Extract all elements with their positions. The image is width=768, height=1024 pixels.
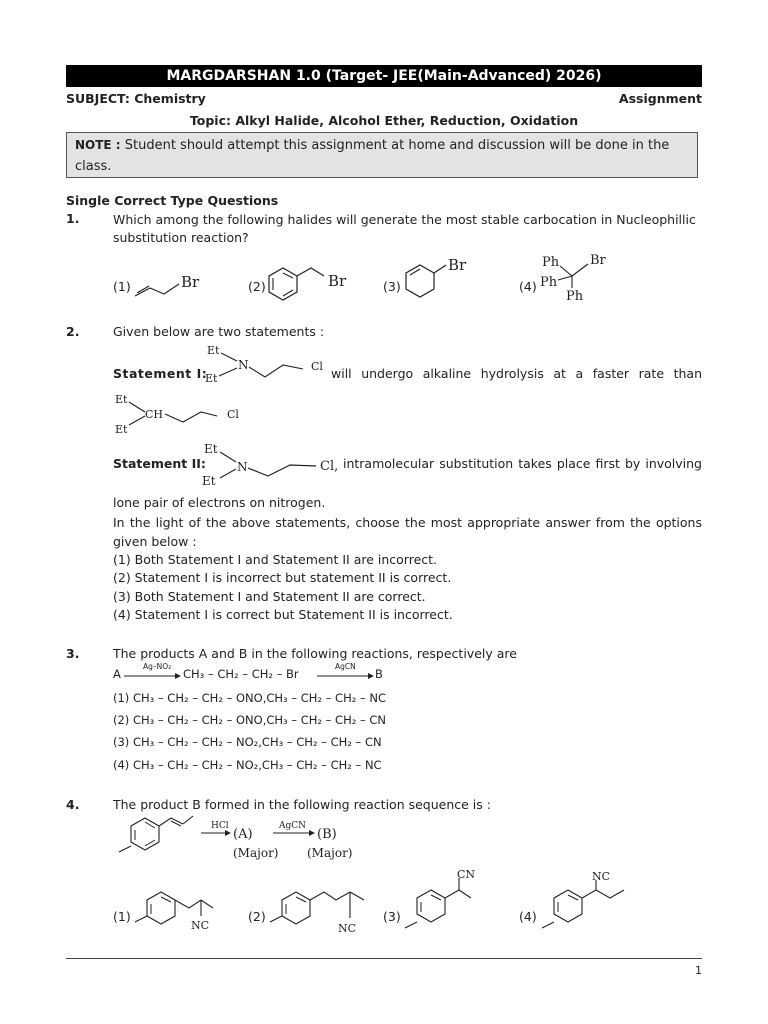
q2-option-3: (3) Both Statement I and Statement II are correct. bbox=[113, 589, 426, 604]
q3-intermediate: CH₃ – CH₂ – CH₂ – Br bbox=[183, 667, 299, 681]
q2-option-4: (4) Statement I is correct but Statement II is incorrect. bbox=[113, 607, 453, 622]
q3-reactant-a: A bbox=[113, 667, 121, 681]
q2-statement-1-structure bbox=[203, 343, 331, 387]
q2-s1-et-bottom: Et bbox=[205, 372, 218, 385]
q2-statement-1-label: Statement I: bbox=[113, 366, 208, 381]
page-number: 1 bbox=[695, 964, 702, 977]
q4-product-b: (B) bbox=[317, 827, 337, 842]
q2-s1-et-top: Et bbox=[207, 344, 220, 357]
note-box bbox=[66, 132, 698, 178]
q2-statement-2-text: intramolecular substitution takes place first by involving bbox=[343, 456, 702, 471]
assignment-label: Assignment bbox=[618, 91, 702, 106]
q4-reagent-2: AgCN bbox=[279, 821, 307, 831]
q4-reaction-scheme bbox=[113, 812, 363, 864]
q4-major-a: (Major) bbox=[233, 846, 279, 860]
q4-option-2-label: (2) bbox=[248, 909, 266, 924]
q4-option-4-structure bbox=[538, 868, 638, 934]
q1-option-3-br: Br bbox=[448, 256, 467, 274]
q4-option-3-label: (3) bbox=[383, 909, 401, 924]
q2-s2-n: N bbox=[237, 460, 248, 474]
q1-option-3-structure bbox=[402, 255, 482, 301]
note-text: Student should attempt this assignment at home and discussion will be done in the class. bbox=[75, 138, 670, 174]
q1-text: Which among the following halides will generate the most stable carbocation in Nucleophillic substitution reaction? bbox=[113, 212, 696, 245]
q2-statement-1-text: will undergo alkaline hydrolysis at a faster rate than bbox=[331, 366, 702, 381]
q2-choose: In the light of the above statements, choose the most appropriate answer from the options given below : bbox=[113, 515, 702, 549]
q4-major-b: (Major) bbox=[307, 846, 353, 860]
q2-s1-cl: Cl bbox=[311, 360, 323, 373]
q2-statement-2-label: Statement II: bbox=[113, 456, 206, 471]
q1-option-1-label: (1) bbox=[113, 279, 131, 294]
q2-cmp-ch: CH bbox=[145, 408, 164, 421]
q1-option-3-label: (3) bbox=[383, 279, 401, 294]
q2-cmp-et-bottom: Et bbox=[115, 423, 128, 436]
q3-reagent-2: AgCN bbox=[335, 662, 356, 671]
q1-ph-left: Ph bbox=[540, 275, 558, 290]
q2-option-2: (2) Statement I is incorrect but statement II is correct. bbox=[113, 570, 452, 585]
q1-option-1-structure bbox=[133, 268, 223, 302]
q2-continuation: lone pair of electrons on nitrogen. bbox=[113, 495, 326, 510]
q1-option-1-br: Br bbox=[181, 273, 200, 291]
q4-reagent-1: HCl bbox=[211, 821, 229, 831]
q1-option-4-structure bbox=[538, 250, 618, 302]
q1-option-2-label: (2) bbox=[248, 279, 266, 294]
footer-divider bbox=[66, 958, 702, 959]
q1-ph-top: Ph bbox=[542, 255, 560, 270]
q4-number: 4. bbox=[66, 797, 80, 812]
q1-number: 1. bbox=[66, 211, 80, 226]
q3-reagent-1: Ag–NO₂ bbox=[143, 662, 172, 671]
section-title: Single Correct Type Questions bbox=[66, 193, 279, 208]
q2-intro: Given below are two statements : bbox=[113, 324, 325, 339]
q3-option-3: (3) CH₃ – CH₂ – CH₂ – NO₂,CH₃ – CH₂ – CH₂ – CN bbox=[113, 735, 382, 749]
q2-s2-et-top: Et bbox=[204, 442, 218, 456]
q4-opt3-cn: CN bbox=[457, 868, 476, 881]
q4-option-4-label: (4) bbox=[519, 909, 537, 924]
q3-arrow-1 bbox=[123, 672, 183, 680]
q2-s2-et-bottom: Et bbox=[202, 474, 216, 488]
q4-option-2-structure bbox=[266, 888, 376, 940]
q3-reaction bbox=[113, 662, 533, 686]
q4-option-3-structure bbox=[401, 866, 481, 934]
q1-ph-bottom: Ph bbox=[566, 289, 584, 302]
q4-option-1-label: (1) bbox=[113, 909, 131, 924]
q3-number: 3. bbox=[66, 646, 80, 661]
q2-cmp-et-top: Et bbox=[115, 393, 128, 406]
q1-option-2-br: Br bbox=[328, 272, 347, 290]
q3-option-4: (4) CH₃ – CH₂ – CH₂ – NO₂,CH₃ – CH₂ – CH₂ – NC bbox=[113, 758, 382, 772]
topic-title: Topic: Alkyl Halide, Alcohol Ether, Reduction, Oxidation bbox=[189, 113, 579, 128]
q3-option-1: (1) CH₃ – CH₂ – CH₂ – ONO,CH₃ – CH₂ – CH₂ – NC bbox=[113, 691, 387, 705]
q4-product-a: (A) bbox=[233, 827, 253, 842]
subject-label: SUBJECT: Chemistry bbox=[66, 91, 206, 106]
q3-option-2: (2) CH₃ – CH₂ – CH₂ – ONO,CH₃ – CH₂ – CH₂ – CN bbox=[113, 713, 387, 727]
q1-option-2-structure bbox=[266, 262, 356, 304]
q4-opt1-nc: NC bbox=[191, 919, 210, 932]
q2-s2-cl: Cl, bbox=[320, 459, 339, 474]
note-label: NOTE : bbox=[75, 138, 121, 152]
q3-arrow-2 bbox=[316, 672, 376, 680]
q3-product-b: B bbox=[375, 667, 383, 681]
q4-opt4-nc: NC bbox=[592, 870, 611, 883]
q1-option-4-label: (4) bbox=[519, 279, 537, 294]
q2-comparison-structure bbox=[113, 392, 253, 438]
q2-number: 2. bbox=[66, 324, 80, 339]
q2-cmp-cl: Cl bbox=[227, 408, 239, 421]
q2-option-1: (1) Both Statement I and Statement II are incorrect. bbox=[113, 552, 438, 567]
q3-text: The products A and B in the following reactions, respectively are bbox=[113, 646, 517, 661]
q4-opt2-nc: NC bbox=[338, 922, 357, 935]
q2-statement-2-structure bbox=[198, 438, 344, 490]
page-banner: MARGDARSHAN 1.0 (Target- JEE(Main-Advanced) 2026) bbox=[66, 65, 702, 87]
q2-s1-n: N bbox=[238, 358, 249, 372]
q4-option-1-structure bbox=[131, 888, 231, 938]
q4-text: The product B formed in the following reaction sequence is : bbox=[113, 797, 491, 812]
q1-option-4-br: Br bbox=[590, 253, 606, 268]
